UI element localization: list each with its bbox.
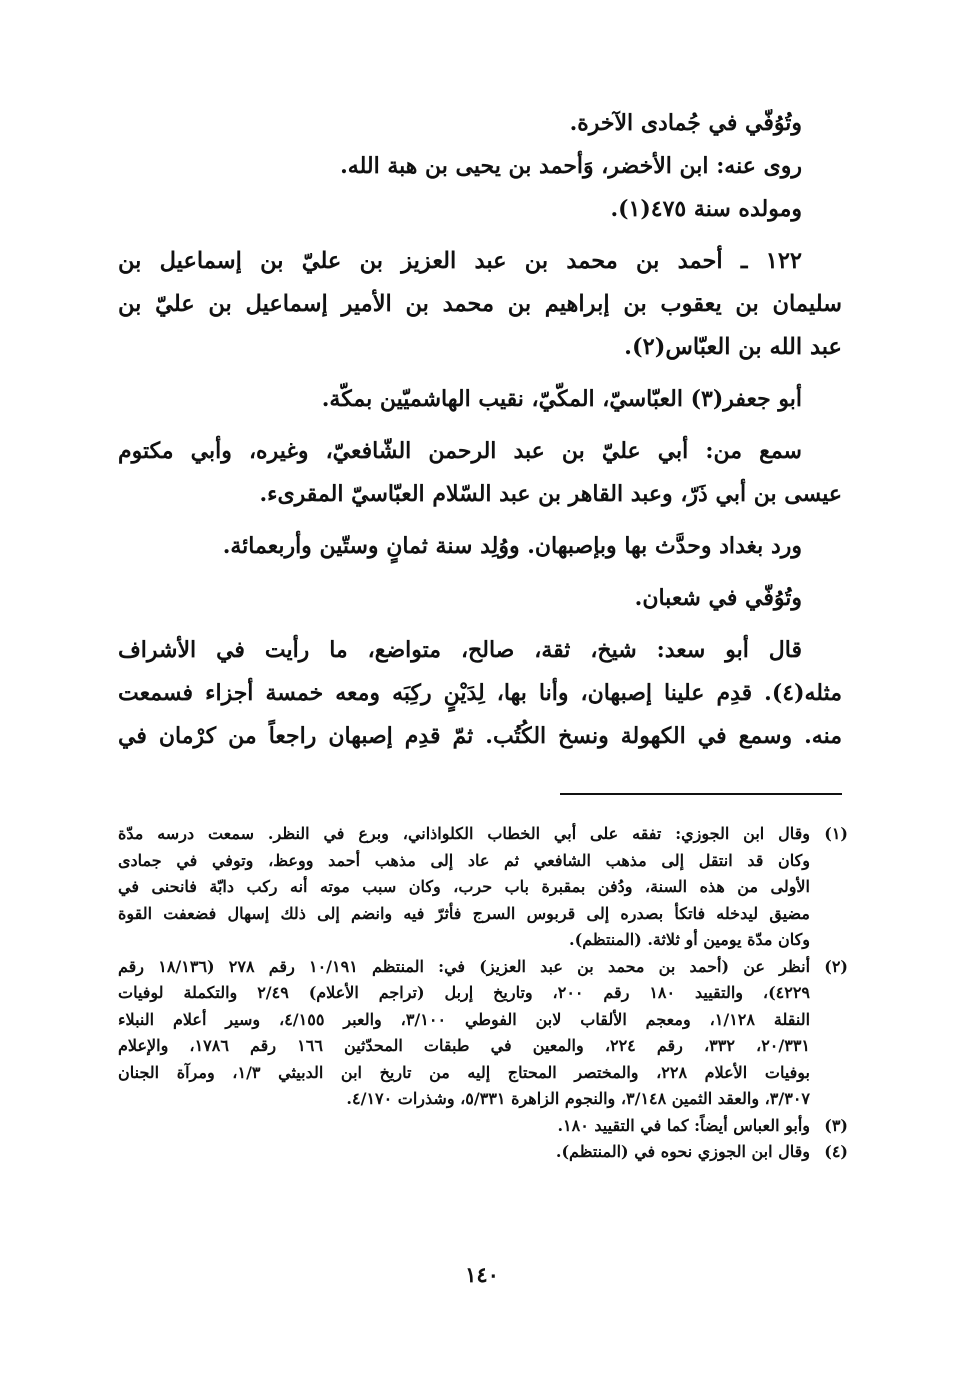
footnote-line: وكان قد انتقل إلى مذهب الشافعي ثم عاد إلى مذهب أحمد ووعظ، وتوفي في جمادى <box>118 850 810 870</box>
footnote-line: الأولى من هذه السنة، ودُفن بمقبرة باب حرب، وكان سبب موته أنه ركب دابّة فانحنى في <box>118 877 810 896</box>
footnote-3 <box>118 1113 848 1140</box>
footnote-1 <box>118 821 848 954</box>
footnote-2 <box>118 954 848 1113</box>
entry-heading-line: ١٢٢ ـ أحمد بن محمد بن عبد العزيز بن عليّ بن إسماعيل بن <box>118 248 802 274</box>
footnote-number: (٣) <box>824 1115 848 1135</box>
page-number: ١٤٠ <box>465 1262 499 1287</box>
body-line: أبو جعفر(٣) العبّاسيّ، المكّيّ، نقيب الهاشميّين بمكّة. <box>321 386 802 412</box>
body-line: ورد بغداد وحدَّث بها وبإصبهان. ووُلِد سنة ثمانٍ وستّين وأربعمائة. <box>222 533 802 559</box>
body-line: عيسى بن أبي ذَرّ، وعبد القاهر بن عبد السّلام العبّاسيّ المقرىء. <box>259 481 842 507</box>
footnote-line: وكان مدّة يومين أو ثلاثة. (المنتظم). <box>569 930 810 949</box>
footnote-divider <box>560 793 842 795</box>
body-line: ومولده سنة ٤٧٥(١). <box>610 196 802 222</box>
footnote-line: وقال ابن الجوزي نحوه في (المنتظم). <box>555 1142 810 1161</box>
footnote-line: ٣/٣٠٧، والعقد الثمين ٣/١٤٨، والنجوم الزاهرة ٥/٣٣١، وشذرات ٤/١٧٠. <box>346 1089 810 1108</box>
footnote-number: (٤) <box>824 1142 848 1161</box>
body-line: قال أبو سعد: شيخ، ثقة، صالح، متواضع، ما رأيت في الأشراف <box>118 637 802 663</box>
body-line: سمع من: أبي عليّ بن عبد الرحمن الشّافعيّ، وغيره، وأبي مكتوم <box>118 438 802 464</box>
footnote-line: ٢٠/٣٣١، ٣٣٢، رقم ٢٢٤، والمعين في طبقات المحدّثين ١٦٦ رقم ١٧٨٦، والإعلام <box>118 1036 810 1055</box>
main-text <box>118 102 842 758</box>
body-line: مثله(٤). قدِم علينا إصبهان، وأنا بها، لِدَيْنٍ ركِبَه ومعه خمسة أجزاء فسمعت <box>118 680 842 706</box>
footnote-number: (١) <box>824 824 848 843</box>
body-line: وتُوُفّي في شعبان. <box>634 585 802 611</box>
footnote-line: مضيق ليدخله فاتكأ بصدره إلى قربوس السرج فأثرّ فيه وانضم إلى ذلك إسهال فضعفت القوة <box>118 903 810 923</box>
body-line: منه. وسمع في الكهولة ونسخ الكُتُب. ثمّ قدِم إصبهان راجعاً من كرْمان في <box>118 723 842 749</box>
footnote-4 <box>118 1139 848 1166</box>
footnote-line: ٤٢٢٩)، والتقييد ١٨٠ رقم ٢٠٠، وتاريخ إربل (تراجم الأعلام) ٢/٤٩ والتكملة لوفيات <box>118 983 810 1002</box>
footnote-line: وقال ابن الجوزي: تفقه على أبي الخطاب الكلواذاني، وبرع في النظر. سمعت درسه مدّة <box>118 824 810 843</box>
footnote-number: (٢) <box>824 956 848 976</box>
footnote-line: بوفيات الأعلام ٢٢٨، والمختصر المحتاج إليه من تاريخ ابن الدبيثي ١/٣، ومرآة الجنان <box>118 1062 810 1082</box>
footnote-line: أنظر عن (أحمد بن محمد بن عبد العزيز) في: المنتظم ١٠/١٩١ رقم ٢٧٨ (١٨/١٣٦ رقم <box>118 956 810 976</box>
body-line: روى عنه: ابن الأخضر، وَأحمد بن يحيى بن هبة الله. <box>340 153 802 179</box>
entry-heading-line: عبد الله بن العبّاس(٢). <box>624 334 842 360</box>
footnote-line: النقلة ١/١٢٨، ومعجم الألقاب لابن الفوطي ٣/١٠٠، والعبر ٤/١٥٥، وسير أعلام النبلاء <box>118 1009 810 1029</box>
body-line: وتُوُفّي في جُمادى الآخرة. <box>569 110 802 136</box>
footnotes <box>118 821 848 1166</box>
footnote-line: وأبو العباس أيضاً: كما في التقييد ١٨٠. <box>557 1115 810 1135</box>
entry-heading-line: سليمان بن يعقوب بن إبراهيم بن محمد بن الأمير إسماعيل بن عليّ بن <box>118 291 842 317</box>
